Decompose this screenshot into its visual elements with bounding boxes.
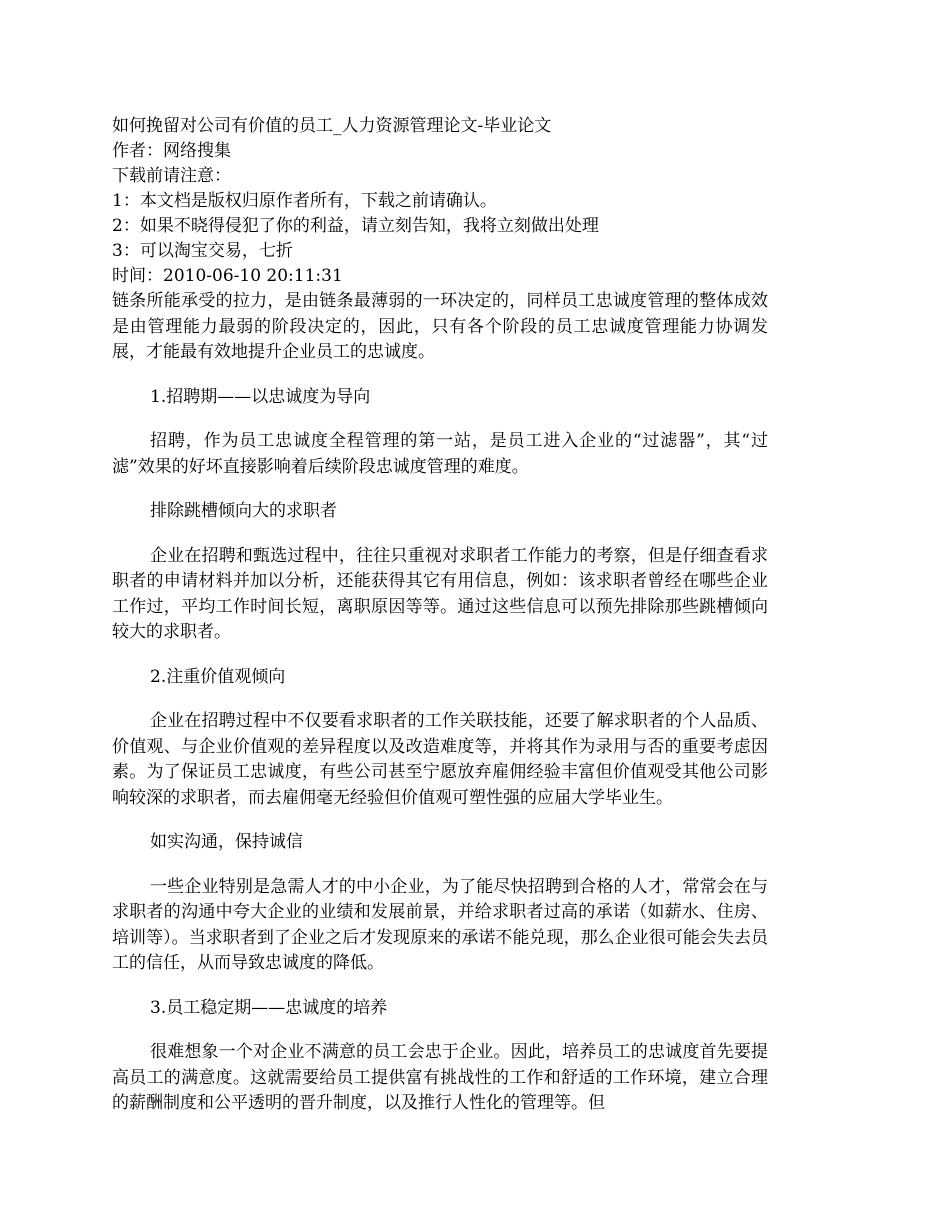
subheading-exclude-job-hoppers: 排除跳槽倾向大的求职者	[150, 501, 337, 521]
notice-heading: 下载前请注意：	[112, 166, 231, 186]
intro-paragraph: 链条所能承受的拉力，是由链条最薄弱的一环决定的，同样员工忠诚度管理的整体成效是由管理能力最弱的阶段决定的，因此，只有各个阶段的员工忠诚度管理能力协调发展，才能最有效地提升企业员工的忠诚度。	[112, 291, 768, 362]
time-line: 时间：2010-06-10 20:11:31	[112, 266, 343, 286]
notice-item: 3：可以淘宝交易，七折	[112, 241, 293, 261]
document-page	[112, 114, 768, 1117]
document-title: 如何挽留对公司有价值的员工_人力资源管理论文-毕业论文	[112, 116, 552, 136]
section-paragraph-recruitment: 招聘，作为员工忠诚度全程管理的第一站，是员工进入企业的“过滤器”，其“过滤”效果的好坏直接影响着后续阶段忠诚度管理的难度。	[112, 431, 768, 477]
notice-item: 1：本文档是版权归原作者所有，下载之前请确认。	[112, 191, 497, 211]
paragraph-exclude-job-hoppers: 企业在招聘和甄选过程中，往往只重视对求职者工作能力的考察，但是仔细查看求职者的申请材料并加以分析，还能获得其它有用信息，例如：该求职者曾经在哪些企业工作过，平均工作时间长短，离职原因等等。通过这些信息可以预先排除那些跳槽倾向较大的求职者。	[112, 545, 768, 642]
notice-item: 2：如果不晓得侵犯了你的利益，请立刻告知，我将立刻做出处理	[112, 216, 599, 236]
subheading-honest-communication: 如实沟通，保持诚信	[150, 832, 303, 852]
author-line: 作者：网络搜集	[112, 141, 231, 161]
paragraph-honest-communication: 一些企业特别是急需人才的中小企业，为了能尽快招聘到合格的人才，常常会在与求职者的沟通中夸大企业的业绩和发展前景，并给求职者过高的承诺（如薪水、住房、培训等）。当求职者到了企业之后才发现原来的承诺不能兑现，那么企业很可能会失去员工的信任，从而导致忠诚度的降低。	[112, 876, 768, 973]
section-heading-stable-period: 3.员工稳定期——忠诚度的培养	[150, 997, 388, 1018]
section-paragraph-values: 企业在招聘过程中不仅要看求职者的工作关联技能，还要了解求职者的个人品质、价值观、与企业价值观的差异程度以及改造难度等，并将其作为录用与否的重要考虑因素。为了保证员工忠诚度，有些公司甚至宁愿放弃雇佣经验丰富但价值观受其他公司影响较深的求职者，而去雇佣毫无经验但价值观可塑性强的应届大学毕业生。	[112, 711, 768, 808]
section-heading-recruitment: 1.招聘期——以忠诚度为导向	[150, 386, 371, 407]
section-paragraph-stable-period: 很难想象一个对企业不满意的员工会忠于企业。因此，培养员工的忠诚度首先要提高员工的满意度。这就需要给员工提供富有挑战性的工作和舒适的工作环境，建立合理的薪酬制度和公平透明的晋升制度，以及推行人性化的管理等。但	[112, 1042, 768, 1113]
section-heading-values: 2.注重价值观倾向	[150, 666, 286, 687]
